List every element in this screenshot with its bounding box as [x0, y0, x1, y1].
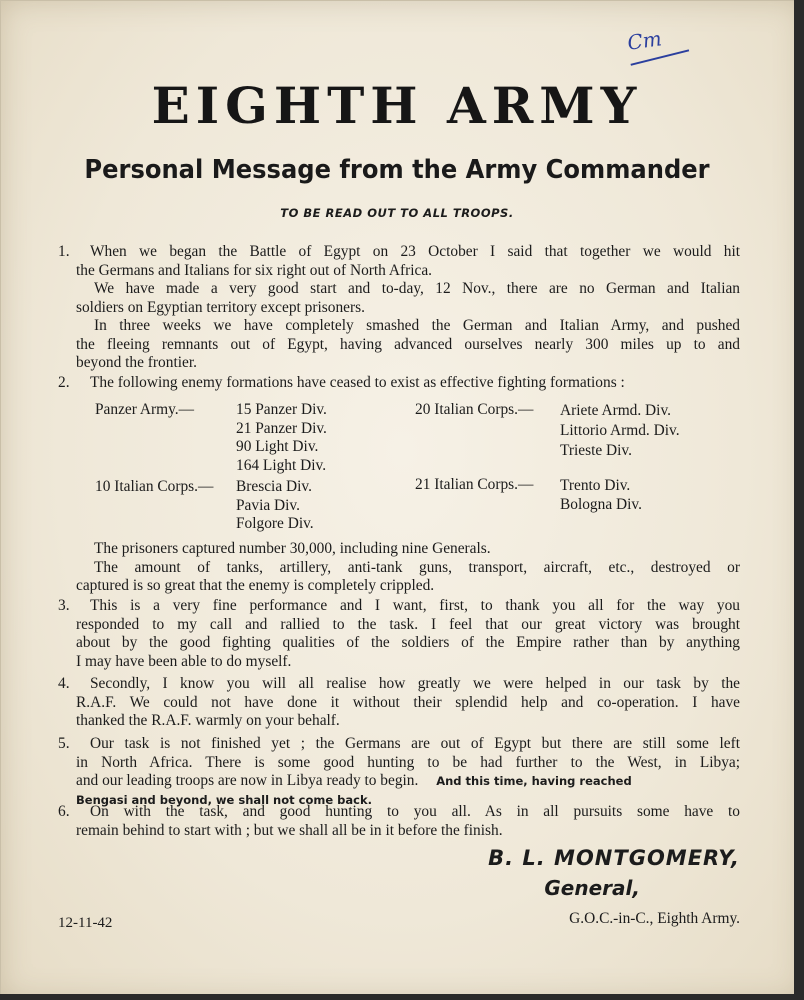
text-line: I may have been able to do myself.	[76, 652, 292, 670]
signature-title: G.O.C.-in-C., Eighth Army.	[569, 910, 740, 927]
division-name: Brescia Div.	[236, 478, 312, 495]
annotation-text: Cm	[625, 26, 664, 55]
text-line: On with the task, and good hunting to you all. As in all pursuits some have to	[90, 803, 740, 820]
page-title: EIGHTH ARMY	[151, 76, 643, 135]
text-line: In three weeks we have completely smashed the German and Italian Army, and pushed	[94, 317, 740, 334]
division-name: Ariete Armd. Div.	[560, 402, 671, 419]
division-name: Trento Div.	[560, 477, 631, 494]
text-line: The amount of tanks, artillery, anti-tank guns, transport, aircraft, etc., destroyed or	[94, 558, 740, 576]
text-line	[76, 772, 740, 791]
corps-name: Panzer Army.—	[95, 401, 195, 418]
text-line: This is a very fine performance and I want, first, to thank you all for the way you	[90, 597, 740, 614]
handwritten-annotation	[626, 21, 700, 66]
document-date: 12-11-42	[58, 915, 113, 931]
paragraph-number: 1.	[58, 243, 70, 260]
text-line: R.A.F. We could not have done it without their splendid help and co-operation. I have	[76, 693, 740, 711]
paragraph-number: 3.	[58, 597, 70, 614]
reading-instruction: TO BE READ OUT TO ALL TROOPS.	[280, 206, 514, 220]
text-line: The following enemy formations have ceased to exist as effective fighting formations :	[90, 374, 625, 391]
text-line: thanked the R.A.F. warmly on your behalf.	[76, 712, 340, 729]
text-line: about by the good fighting qualities of the soldiers of the Empire rather than by anything	[76, 634, 740, 651]
paragraph-number: 4.	[58, 675, 70, 692]
division-name: Folgore Div.	[236, 515, 314, 532]
page-subtitle: Personal Message from the Army Commander	[84, 155, 710, 185]
text-line: in North Africa. There is some good hunting to be had further to the West, in Libya;	[76, 753, 740, 771]
text-line: the fleeing remnants out of Egypt, having advanced ourselves nearly 300 miles up to and	[76, 335, 740, 353]
corps-name: 20 Italian Corps.—	[415, 401, 534, 418]
division-name: 15 Panzer Div.	[236, 401, 327, 418]
signature-rank: General,	[544, 876, 640, 900]
paragraph-number: 6.	[58, 803, 70, 820]
text-line: The prisoners captured number 30,000, including nine Generals.	[94, 540, 491, 557]
text-line: responded to my call and rallied to the task. I feel that our great victory was brought	[76, 615, 740, 633]
paragraph-number: 2.	[58, 374, 70, 391]
division-name: 164 Light Div.	[236, 456, 327, 474]
scan-edge-right	[794, 0, 804, 1000]
signature-name: B. L. MONTGOMERY,	[488, 846, 740, 870]
text-line: Our task is not finished yet ; the Germans are out of Egypt but there are still some left	[90, 735, 740, 752]
text-line: beyond the frontier.	[76, 354, 197, 371]
text-line: We have made a very good start and to-day, 12 Nov., there are no German and Italian	[94, 280, 740, 297]
text-segment: and our leading troops are now in Libya ready to begin.	[76, 772, 419, 789]
division-name: 21 Panzer Div.	[236, 419, 327, 437]
division-name: 90 Light Div.	[236, 438, 319, 455]
corps-name: 10 Italian Corps.—	[95, 478, 214, 495]
text-line: captured is so great that the enemy is completely crippled.	[76, 577, 435, 594]
division-name: Pavia Div.	[236, 496, 300, 514]
text-line: When we began the Battle of Egypt on 23 October I said that together we would hit	[90, 243, 740, 260]
text-line: remain behind to start with ; but we shall all be in it before the finish.	[76, 821, 503, 839]
text-line: soldiers on Egyptian territory except prisoners.	[76, 298, 365, 316]
paragraph-number: 5.	[58, 735, 70, 752]
emphasis-text: Bengasi and beyond, we shall not come back.	[76, 792, 372, 807]
scan-edge-bottom	[0, 994, 804, 1000]
division-name: Littorio Armd. Div.	[560, 422, 680, 439]
text-line: the Germans and Italians for six right out of North Africa.	[76, 261, 433, 279]
emphasis-text: And this time, having reached	[436, 774, 632, 788]
text-line: Secondly, I know you will all realise how greatly we were helped in our task by the	[90, 675, 740, 692]
corps-name: 21 Italian Corps.—	[415, 476, 534, 493]
division-name: Trieste Div.	[560, 442, 632, 459]
division-name: Bologna Div.	[560, 496, 642, 513]
